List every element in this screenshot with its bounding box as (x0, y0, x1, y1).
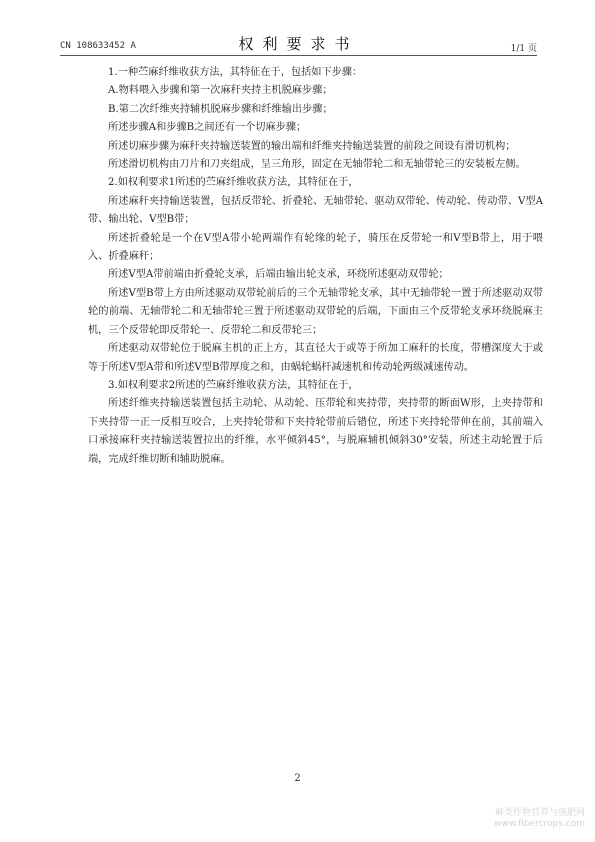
site-watermark (494, 808, 585, 830)
claims-body (88, 64, 543, 469)
claim-paragraph: 所述V型A带前端由折叠轮支承，后端由输出轮支承，环绕所述驱动双带轮； (108, 269, 449, 281)
publication-number: CN 108633452 A (60, 41, 136, 51)
claim-paragraph: 所述滑切机构由刀片和刀夹组成，呈三角形，固定在无轴带轮二和无轴带轮三的安装板左侧。 (108, 159, 526, 171)
watermark-site-name: 麻类作物营养与施肥网 (494, 808, 585, 818)
page-header (60, 33, 537, 55)
claim-paragraph: 所述折叠轮是一个在V型A带小轮两端作有轮缘的轮子，骑压在反带轮一和V型B带上，用于喂入、折叠麻秆； (88, 232, 543, 263)
claim-paragraph: 3.如权利要求2所述的苎麻纤维收获方法，其特征在于， (108, 379, 359, 391)
claim-paragraph: 所述V型B带上方由所述驱动双带轮前后的三个无轴带轮支承，其中无轴带轮一置于所述驱动双带轮的前端、无轴带轮二和无轴带轮三置于所述驱动双带轮的后端，下面由三个反带轮支承环绕脱麻主机，三个反带轮即反带轮一、反带轮二和反带轮三； (88, 287, 543, 336)
claim-paragraph: 所述麻秆夹持输送装置，包括反带轮、折叠轮、无轴带轮、驱动双带轮、传动轮、传动带、V型A带、输出轮、V型B带； (88, 195, 543, 226)
claim-paragraph: B.第二次纤维夹持辅机脱麻步骤和纤维输出步骤； (108, 103, 333, 115)
claim-paragraph: 所述驱动双带轮位于脱麻主机的正上方，其直径大于或等于所加工麻秆的长度，带槽深度大于或等于所述V型A带和所述V型B带厚度之和，由蜗轮蜗杆减速机和传动轮两级减速传动。 (88, 343, 543, 373)
page-title: 权利要求书 (238, 35, 359, 53)
page-number: 2 (294, 773, 301, 784)
claim-paragraph: 2.如权利要求1所述的苎麻纤维收获方法，其特征在于， (108, 177, 359, 189)
claim-paragraph: 所述切麻步骤为麻秆夹持输送装置的输出端和纤维夹持输送装置的前段之间设有滑切机构； (108, 140, 516, 152)
header-rule (60, 55, 537, 56)
claim-paragraph: 所述步骤A和步骤B之间还有一个切麻步骤； (108, 122, 307, 134)
watermark-url: www.fibercrops.com (494, 819, 585, 829)
claim-paragraph: 1.一种苎麻纤维收获方法，其特征在于，包括如下步骤： (108, 67, 363, 78)
claim-paragraph: A.物料喂入步骤和第一次麻秆夹持主机脱麻步骤； (108, 85, 333, 97)
page-info: 1/1 页 (510, 44, 537, 54)
claim-paragraph: 所述纤维夹持输送装置包括主动轮、从动轮、压带轮和夹持带，夹持带的断面W形，上夹持带和下夹持带一正一反相互咬合，上夹持轮带和下夹持轮带前后错位，所述下夹持轮带伸在前，其前端入口承接麻秆夹持输送装置拉出的纤维，水平倾斜45°，与脱麻辅机倾斜30°安装，所述主动轮置于后端，完成纤维切断和辅助脱麻。 (88, 398, 543, 465)
